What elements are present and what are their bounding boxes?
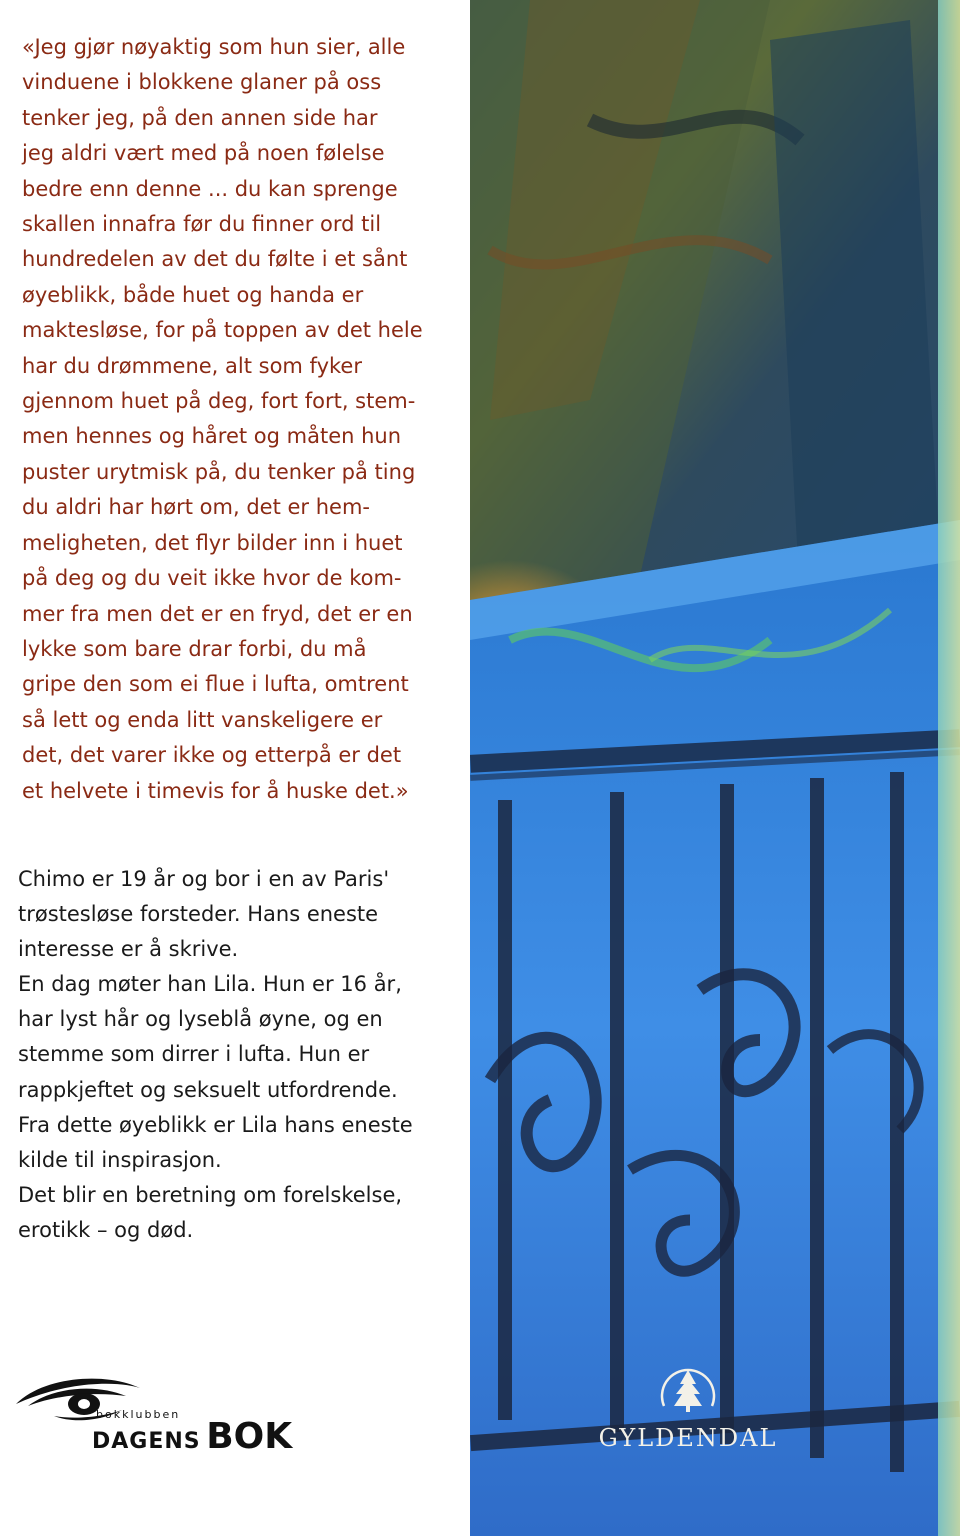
blurb-line: erotikk – og død.: [18, 1217, 194, 1242]
quote-line: har du drømmene, alt som fyker: [22, 353, 362, 378]
quote-line: men hennes og håret og måten hun: [22, 424, 402, 449]
club-name-big: [92, 1416, 292, 1457]
book-blurb: [18, 862, 458, 1248]
quote-line: skallen innafra før du finner ord til: [22, 212, 382, 237]
club-name-part-2: BOK: [206, 1416, 293, 1457]
back-cover-text-column: [0, 0, 470, 1536]
quote-line: så lett og enda litt vanskeligere er: [22, 707, 383, 732]
quote-line: «Jeg gjør nøyaktig som hun sier, alle: [22, 35, 406, 59]
quote-line: puster urytmisk på, du tenker på ting: [22, 459, 416, 484]
blurb-line: har lyst hår og lyseblå øyne, og en: [18, 1007, 383, 1032]
blurb-line: Fra dette øyeblikk er Lila hans eneste: [18, 1112, 413, 1137]
blurb-line: stemme som dirrer i lufta. Hun er: [18, 1042, 370, 1067]
club-name-small: bokklubben: [96, 1408, 181, 1421]
quote-line: tenker jeg, på den annen side har: [22, 105, 378, 130]
blurb-line: trøstesløse forsteder. Hans eneste: [18, 902, 379, 927]
tree-icon: [658, 1360, 718, 1424]
club-name-part-1: DAGENS: [92, 1429, 201, 1454]
quote-line: gjennom huet på deg, fort fort, stem-: [22, 389, 416, 414]
blurb-line: En dag møter han Lila. Hun er 16 år,: [18, 972, 402, 997]
quote-line: et helvete i timevis for å huske det.»: [22, 778, 409, 803]
quote-line: øyeblikk, både huet og handa er: [22, 282, 364, 307]
cover-photo: [470, 0, 960, 1536]
blurb-line: rappkjeftet og seksuelt utfordrende.: [18, 1077, 398, 1102]
quote-line: det, det varer ikke og etterpå er det: [22, 743, 402, 768]
quote-line: lykke som bare drar forbi, du må: [22, 636, 367, 661]
quote-line: gripe den som ei flue i lufta, omtrent: [22, 672, 409, 697]
quote-line: jeg aldri vært med på noen følelse: [22, 141, 385, 166]
blurb-line: Chimo er 19 år og bor i en av Paris': [18, 867, 390, 891]
blurb-line: kilde til inspirasjon.: [18, 1147, 222, 1172]
publisher-logo: [568, 1360, 808, 1470]
excerpt-quote: [22, 30, 462, 809]
quote-line: meligheten, det flyr bilder inn i huet: [22, 530, 403, 555]
quote-line: du aldri har hørt om, det er hem-: [22, 495, 370, 520]
quote-line: bedre enn denne ... du kan sprenge: [22, 176, 398, 201]
blurb-line: Det blir en beretning om forelskelse,: [18, 1182, 403, 1207]
quote-line: mer fra men det er en fryd, det er en: [22, 601, 413, 626]
quote-line: hundredelen av det du følte i et sånt: [22, 247, 408, 272]
book-club-logo: [14, 1370, 314, 1460]
quote-line: vinduene i blokkene glaner på oss: [22, 70, 382, 95]
publisher-name: GYLDENDAL: [598, 1424, 778, 1452]
balcony-photo-illustration: [470, 0, 960, 1536]
blurb-line: interesse er å skrive.: [18, 937, 239, 962]
quote-line: på deg og du veit ikke hvor de kom-: [22, 566, 402, 591]
quote-line: maktesløse, for på toppen av det hele: [22, 318, 423, 343]
